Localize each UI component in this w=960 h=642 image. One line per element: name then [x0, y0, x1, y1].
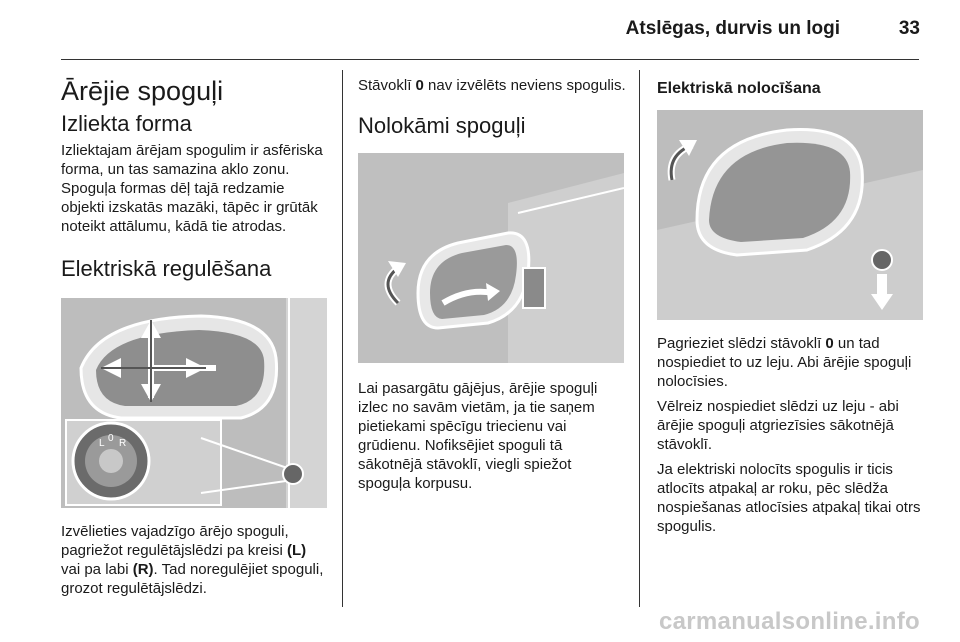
paragraph-convex-shape: Izliektajam ārējam spogulim ir asfēriska forma, un tas samazina aklo zonu. Spoguļa formas dēļ tajā redzamie objekti izskatās mazāki, tāpēc ir grūtāk noteikt attālumu, kādā tie atrodas.: [61, 142, 323, 235]
sub-heading-convex-shape: Izliekta forma: [61, 111, 192, 136]
main-heading: Ārējie spoguļi: [61, 76, 224, 106]
switch-label-l: L: [99, 438, 105, 449]
paragraph-turn-switch: Pagrieziet slēdzi stāvoklī 0 un tad nospiediet to uz leju. Abi ārējie spoguļi nolocīsies.: [657, 335, 912, 390]
watermark: carmanualsonline.info: [658, 608, 920, 635]
switch-label-r: R: [119, 438, 127, 449]
paragraph-folding-mirrors: Lai pasargātu gājējus, ārējie spoguļi izlec no savām vietām, ja tie saņem pietiekami spēcīgu triecienu vai grūdienu. Nofiksējiet spoguli tā sākotnējā stāvoklī, viegli spiežot spoguļa korpusu.: [358, 380, 598, 492]
section-heading-electric-adjustment: Elektriskā regulēšana: [61, 256, 272, 281]
column-1: [61, 68, 329, 604]
paragraph-position-zero: Stāvoklī 0 nav izvēlēts neviens spogulis.: [358, 77, 626, 94]
section-heading-electric-folding: Elektriskā nolocīšana: [657, 80, 821, 97]
folding-mirror-illustration: [358, 153, 624, 363]
paragraph-select-mirror: Izvēlieties vajadzīgo ārējo spoguli, pagriežot regulētājslēdzi pa kreisi (L) vai pa labi (R). Tad noregulējiet spoguli, grozot regulētājslēdzi.: [61, 523, 324, 597]
paragraph-manually-unfolded: Ja elektriski nolocīts spogulis ir ticis atlocīts atpakaļ ar roku, pēc slēdža nospiešanas atlocīsies atpakaļ tikai otrs spogulis.: [657, 461, 921, 535]
electric-folding-illustration: [657, 110, 923, 320]
paragraph-press-again: Vēlreiz nospiediet slēdzi uz leju - abi ārējie spoguļi atgriezīsies sākotnējā stāvoklī.: [657, 398, 899, 453]
mirror-adjustment-illustration: [61, 298, 327, 508]
page-header-title: Atslēgas, durvis un logi: [625, 18, 840, 39]
column-2: [358, 76, 626, 499]
figure-electric-folding: [657, 110, 923, 320]
header-rule: [61, 59, 919, 60]
switch-label-0: 0: [108, 433, 114, 444]
page-number: 33: [898, 18, 920, 39]
figure-folding-mirror: [358, 153, 624, 363]
column-3: [657, 76, 923, 542]
section-heading-folding-mirrors: Nolokāmi spoguļi: [358, 113, 526, 138]
column-divider-2: [639, 70, 640, 607]
column-divider-1: [342, 70, 343, 607]
figure-mirror-adjustment: [61, 298, 327, 508]
